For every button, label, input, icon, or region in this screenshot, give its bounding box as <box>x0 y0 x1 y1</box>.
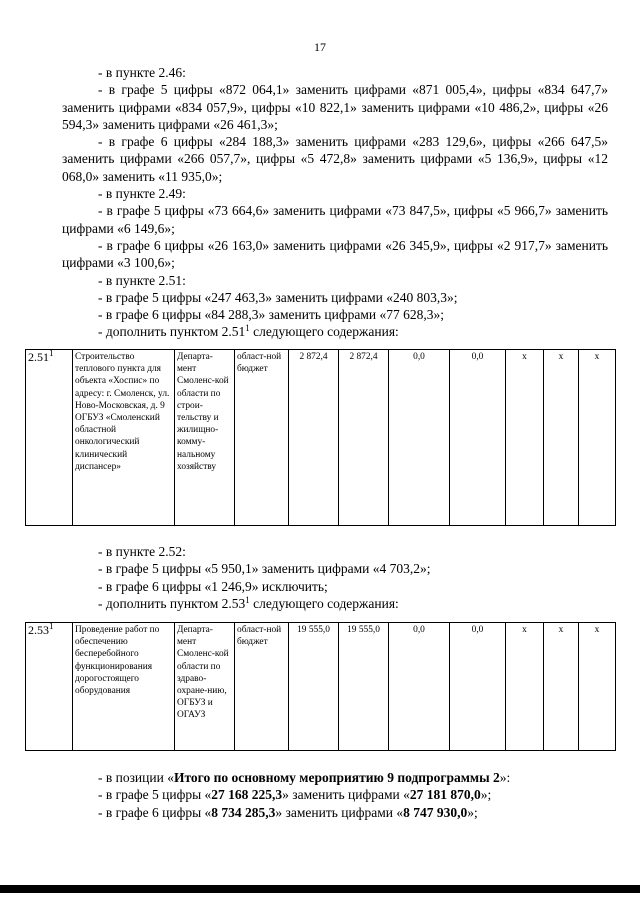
total-position-name: Итого по основному мероприятию 9 подпрограммы 2 <box>173 770 500 785</box>
item-name: Строительство теплового пункта для объекта «Хоспис» по адресу: г. Смоленск, ул. Ново-Московская, д. 9 ОГБУЗ «Смоленский областной онкологический клинический диспансер» <box>73 350 175 526</box>
amendment-line: - в графе 5 цифры «73 664,6» заменить цифрами «73 847,5», цифры «5 966,7» заменить цифрами «6 149,6»; <box>62 203 608 236</box>
item-year2: 0,0 <box>389 350 450 526</box>
table-row <box>26 350 616 526</box>
item-col9: х <box>506 350 544 526</box>
item-executor: Департа-мент Смоленс-кой области по строи-тельству и жилищно-комму-нальному хозяйству <box>175 350 235 526</box>
amendment-line: - в пункте 2.49: <box>98 186 186 202</box>
item-col9: х <box>506 623 544 751</box>
item-year3: 0,0 <box>450 350 506 526</box>
table-row <box>26 623 616 751</box>
amendment-line: - в пункте 2.46: <box>98 65 186 80</box>
item-col11: х <box>579 623 616 751</box>
amendment-line: - в графе 6 цифры «1 246,9» исключить; <box>98 578 328 594</box>
amendment-line: - в графе 5 цифры «5 950,1» заменить цифрами «4 703,2»; <box>98 561 431 577</box>
item-number: 2.53$^1$ <box>26 623 73 751</box>
add-item-2-51-line <box>62 323 608 340</box>
amendments-section-a <box>62 64 608 341</box>
item-year2: 0,0 <box>389 623 450 751</box>
amendment-line: - в пункте 2.51: <box>98 272 186 288</box>
item-total: 19 555,0 <box>289 623 339 751</box>
item-year3: 0,0 <box>450 623 506 751</box>
add-sup: 1 <box>245 594 250 605</box>
add-prefix: - дополнить пунктом 2.53 <box>98 595 246 611</box>
add-suffix: следующего содержания: <box>249 324 399 340</box>
item-source: област-ной бюджет <box>235 623 289 751</box>
item-source: област-ной бюджет <box>235 350 289 526</box>
amendment-line: - в графе 6 цифры «84 288,3» заменить цифрами «77 628,3»; <box>98 307 444 323</box>
new-value: 8 747 930,0 <box>403 804 468 820</box>
old-value: 27 168 225,3 <box>211 787 283 803</box>
page-number: 17 <box>314 40 326 54</box>
add-sup: 1 <box>245 323 250 334</box>
add-prefix: - дополнить пунктом 2.51 <box>98 324 246 340</box>
page-bottom-bar <box>0 885 640 893</box>
add-item-2-53-line <box>62 595 608 612</box>
add-suffix: следующего содержания: <box>249 595 399 611</box>
item-col11: х <box>579 350 616 526</box>
item-year1: 2 872,4 <box>339 350 389 526</box>
item-total: 2 872,4 <box>289 350 339 526</box>
item-number: 2.51$^1$ <box>26 350 73 526</box>
old-value: 8 734 285,3 <box>211 804 276 820</box>
amendment-line: - в графе 6 цифры «284 188,3» заменить цифрами «283 129,6», цифры «266 647,5» заменить цифрами «266 057,7», цифры «5 472,8» заменить цифрами «5 136,9», цифры «12 068,0» заменить «11 935,0»; <box>62 134 608 184</box>
item-year1: 19 555,0 <box>339 623 389 751</box>
amendments-section-c <box>62 769 608 821</box>
item-col10: х <box>544 623 579 751</box>
amendment-line: - в графе 5 цифры «247 463,3» заменить цифрами «240 803,3»; <box>98 289 458 305</box>
item-name: Проведение работ по обеспечению бесперебойного функционирования дорогостоящего оборудования <box>73 623 175 751</box>
amendments-section-b <box>62 543 608 612</box>
new-value: 27 181 870,0 <box>409 787 481 803</box>
total-col6-line: - в графе 6 цифры «8 734 285,3» заменить цифрами «8 747 930,0»; <box>98 804 478 820</box>
item-col10: х <box>544 350 579 526</box>
item-executor: Департа-мент Смоленс-кой области по здраво-охране-нию, ОГБУЗ и ОГАУЗ <box>175 623 235 751</box>
total-position-line: - в позиции «Итого по основному мероприятию 9 подпрограммы 2»: <box>98 770 511 785</box>
table-item-2-53 <box>25 622 616 751</box>
amendment-line: - в графе 5 цифры «872 064,1» заменить цифрами «871 005,4», цифры «834 647,7» заменить цифрами «834 057,9», цифры «10 822,1» заменить цифрами «10 486,2», цифры «26 594,3» заменить цифрами «26 461,3»; <box>62 82 608 132</box>
amendment-line: - в пункте 2.52: <box>98 544 186 559</box>
table-item-2-51 <box>25 349 616 526</box>
amendment-line: - в графе 6 цифры «26 163,0» заменить цифрами «26 345,9», цифры «2 917,7» заменить цифрами «3 100,6»; <box>62 237 608 271</box>
total-col5-line: - в графе 5 цифры «27 168 225,3» заменить цифрами «27 181 870,0»; <box>98 787 492 803</box>
